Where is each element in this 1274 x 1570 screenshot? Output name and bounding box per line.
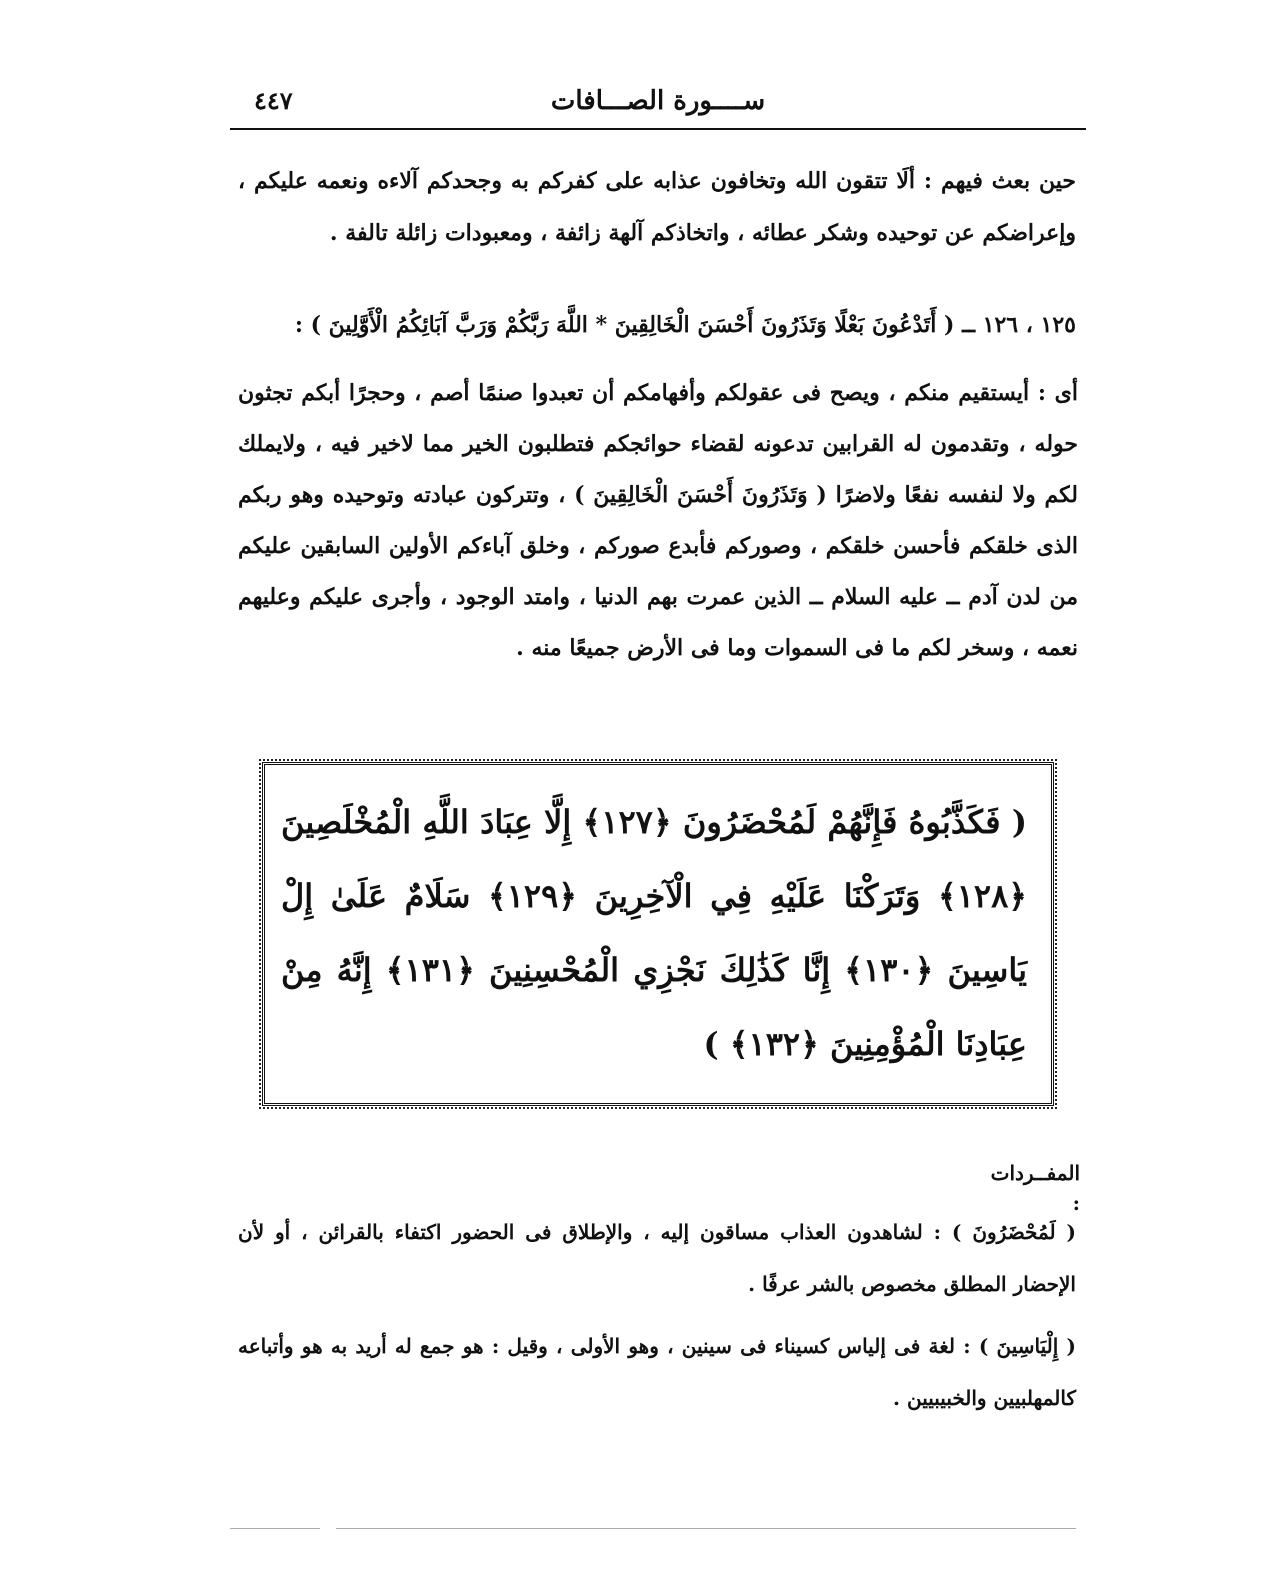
page-number: ٤٤٧ <box>254 86 293 115</box>
bottom-divider-right <box>336 1528 1076 1529</box>
vocabulary-entry-1: ( لَمُحْضَرُونَ ) : لشاهدون العذاب مساقون إليه ، والإطلاق فى الحضور اكتفاء بالقرائن ، أو لأن الإحضار المطلق مخصوص بالشر عرفًا . <box>238 1220 1076 1296</box>
tafsir-paragraph-1: حين بعث فيهم : ألَا تتقون الله وتخافون عذابه على كفركم به وجحدكم آلاءه ونعمه عليكم ، وإعراضكم عن توحيده وشكر عطائه ، واتخاذكم آلهة زائفة ، ومعبودات زائلة تالفة . <box>238 168 1076 246</box>
vocabulary-entry-2: ( إِلْيَاسِينَ ) : لغة فى إلياس كسيناء فى سينين ، وهو الأولى ، وقيل : هو جمع له أريد به هو وأتباعه كالمهلبيين والخبيبيين . <box>238 1334 1076 1410</box>
tafsir-paragraph-2: أى : أيستقيم منكم ، ويصح فى عقولكم وأفهامكم أن تعبدوا صنمًا أصم ، وحجرًا أبكم تجثون حوله ، وتقدمون له القرابين تدعونه لقضاء حوائجكم فتطلبون الخير مما لاخير فيه ، ولايملك لكم ولا لنفسه نفعًا ولاضرًا ( وَتَذَرُونَ أَحْسَنَ الْخَالِقِينَ ) ، وتتركون عبادته وتوحيده وهو ربكم الذى خلقكم فأحسن خلقكم ، وصوركم فأبدع صوركم ، وخلق آباءكم الأولين السابقين عليكم من لدن آدم ــ عليه السلام ــ الذين عمرت بهم الدنيا ، وامتد الوجود ، وأجرى عليكم وعليهم نعمه ، وسخر لكم ما فى السموات وما فى الأرض جميعًا منه . <box>238 380 1078 661</box>
surah-title: ســــورة الصـــافات <box>550 86 766 116</box>
page-header <box>232 86 1084 122</box>
verse-reference-heading: ١٢٥ ، ١٢٦ ــ ( أَتَدْعُونَ بَعْلًا وَتَذَرُونَ أَحْسَنَ الْخَالِقِينَ * اللَّهَ رَبَّكُمْ وَرَبَّ آبَائِكُمُ الْأَوَّلِينَ ) : <box>294 312 1076 338</box>
header-rule <box>230 128 1086 130</box>
quran-verse-frame <box>262 762 1054 1106</box>
quran-verses-text: ( فَكَذَّبُوهُ فَإِنَّهُمْ لَمُحْضَرُونَ ﴿١٢٧﴾ إِلَّا عِبَادَ اللَّهِ الْمُخْلَصِينَ ﴿١٢٨﴾ وَتَرَكْنَا عَلَيْهِ فِي الْآخِرِينَ ﴿١٢٩﴾ سَلَامٌ عَلَىٰ إِلْ يَاسِينَ ﴿١٣٠﴾ إِنَّا كَذَٰلِكَ نَجْزِي الْمُحْسِنِينَ ﴿١٣١﴾ إِنَّهُ مِنْ عِبَادِنَا الْمُؤْمِنِينَ ﴿١٣٢﴾ ) <box>281 803 1028 1063</box>
vocabulary-heading: المفــردات : <box>990 1161 1080 1215</box>
bottom-divider-left <box>230 1528 320 1529</box>
